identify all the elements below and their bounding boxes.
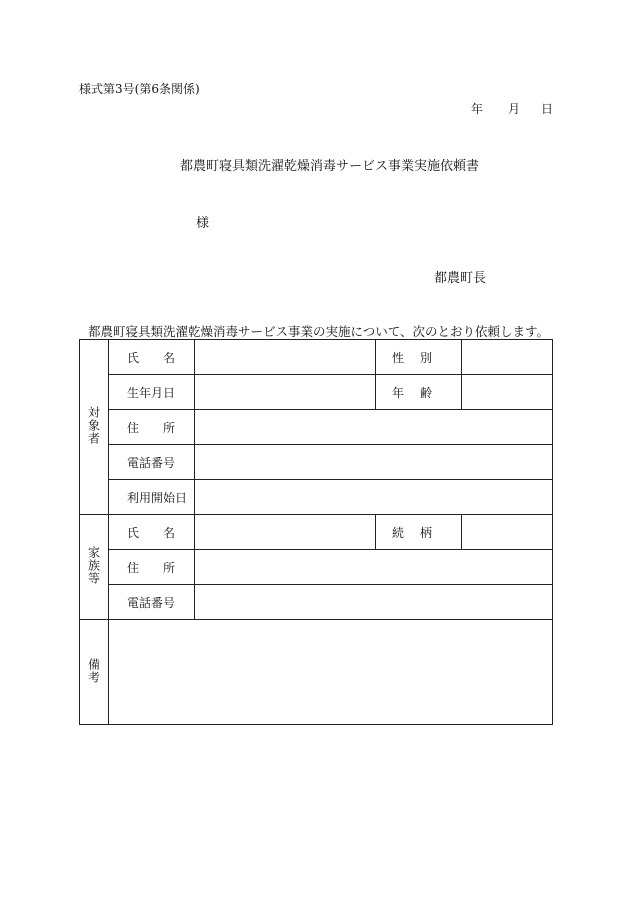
- family-relation-field[interactable]: [462, 515, 553, 550]
- subject-age-label: [376, 375, 462, 410]
- subject-name-label-a: 氏: [127, 350, 140, 365]
- table-row: [80, 480, 553, 515]
- subject-name-label: [109, 340, 195, 375]
- subject-age-label-a: 年: [392, 385, 405, 400]
- date-day-label: 日: [541, 102, 554, 116]
- table-row: [80, 585, 553, 620]
- table-row: [80, 375, 553, 410]
- subject-address-field[interactable]: [195, 410, 553, 445]
- subject-gender-label-b: 別: [419, 350, 432, 365]
- subject-address-label-a: 住: [127, 420, 140, 435]
- family-phone-field[interactable]: [195, 585, 553, 620]
- table-row: [80, 445, 553, 480]
- family-relation-label-b: 柄: [419, 525, 432, 540]
- subject-age-field[interactable]: [462, 375, 553, 410]
- table-row: [80, 515, 553, 550]
- remarks-field[interactable]: [109, 620, 553, 725]
- family-address-label-a: 住: [127, 560, 140, 575]
- family-name-label-b: 名: [162, 525, 175, 540]
- request-form-table: [79, 339, 553, 725]
- intro-text: 都農町寝具類洗濯乾燥消毒サービス事業の実施について、次のとおり依頼します。: [88, 324, 550, 339]
- family-address-label-b: 所: [162, 560, 175, 575]
- remarks-group-cell: [80, 620, 109, 725]
- family-relation-label: [376, 515, 462, 550]
- subject-gender-label: [376, 340, 462, 375]
- subject-phone-label: 電話番号: [109, 445, 195, 480]
- subject-name-field[interactable]: [195, 340, 376, 375]
- subject-address-label-b: 所: [162, 420, 175, 435]
- subject-group-cell: [80, 340, 109, 515]
- date-month-label: 月: [508, 102, 521, 116]
- addressee-suffix: 様: [196, 216, 210, 231]
- family-relation-label-a: 続: [392, 525, 405, 540]
- family-group-cell: [80, 515, 109, 620]
- table-row: [80, 340, 553, 375]
- subject-birthdate-field[interactable]: [195, 375, 376, 410]
- subject-start-date-field[interactable]: [195, 480, 553, 515]
- subject-gender-field[interactable]: [462, 340, 553, 375]
- subject-group-label: 対象者: [86, 406, 101, 445]
- table-row: [80, 620, 553, 725]
- subject-gender-label-a: 性: [392, 350, 405, 365]
- family-phone-label: 電話番号: [109, 585, 195, 620]
- family-name-label-a: 氏: [127, 525, 140, 540]
- family-name-label: [109, 515, 195, 550]
- form-number: 様式第3号(第6条関係): [79, 82, 200, 96]
- family-name-field[interactable]: [195, 515, 376, 550]
- family-group-label: 家族等: [86, 546, 101, 585]
- sender-name: 都農町長: [434, 271, 487, 286]
- table-row: [80, 410, 553, 445]
- subject-name-label-b: 名: [162, 350, 175, 365]
- subject-start-date-label: 利用開始日: [109, 480, 195, 515]
- subject-birthdate-label: 生年月日: [109, 375, 195, 410]
- subject-age-label-b: 齢: [419, 385, 432, 400]
- family-address-label: [109, 550, 195, 585]
- subject-address-label: [109, 410, 195, 445]
- date-year-label: 年: [471, 102, 484, 116]
- remarks-group-label: 備考: [86, 657, 101, 684]
- document-title: 都農町寝具類洗濯乾燥消毒サービス事業実施依頼書: [180, 159, 480, 174]
- table-row: [80, 550, 553, 585]
- subject-phone-field[interactable]: [195, 445, 553, 480]
- family-address-field[interactable]: [195, 550, 553, 585]
